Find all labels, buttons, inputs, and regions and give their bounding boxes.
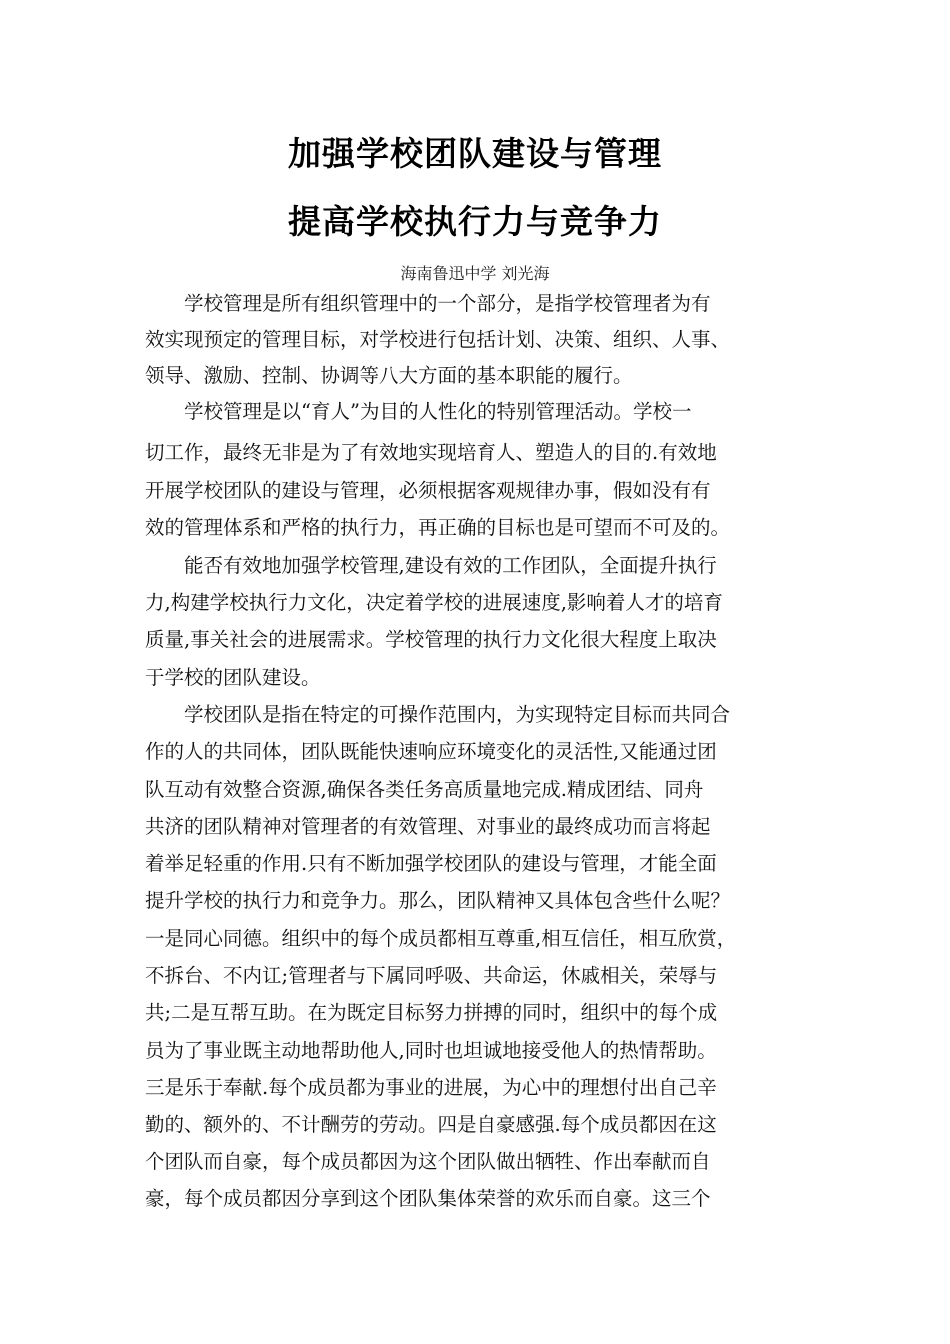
body-line: 效的管理体系和严格的执行力，再正确的目标也是可望而不可及的。 xyxy=(145,516,731,539)
title-line-1: 加强学校团队建设与管理 xyxy=(288,134,662,173)
body-line: 能否有效地加强学校管理,建设有效的工作团队，全面提升执行 xyxy=(145,554,717,577)
body-line: 员为了事业既主动地帮助他人,同时也坦诚地接受他人的热情帮助。 xyxy=(145,1039,717,1062)
body-line: 学校管理是以“育人”为目的人性化的特别管理活动。学校一 xyxy=(145,400,692,423)
body-line: 个团队而自豪，每个成员都因为这个团队做出牺牲、作出奉献而自 xyxy=(145,1150,711,1173)
body-line: 队互动有效整合资源,确保各类任务高质量地完成.精成团结、同舟 xyxy=(145,778,704,801)
body-line: 共济的团队精神对管理者的有效管理、对事业的最终成功而言将起 xyxy=(145,815,711,838)
title-line-2: 提高学校执行力与竞争力 xyxy=(288,202,662,241)
body-line: 切工作，最终无非是为了有效地实现培育人、塑造人的目的.有效地 xyxy=(145,441,717,464)
body-line: 质量,事关社会的进展需求。学校管理的执行力文化很大程度上取决 xyxy=(145,628,717,651)
body-line: 共;二是互帮互助。在为既定目标努力拼搏的同时，组织中的每个成 xyxy=(145,1001,718,1024)
body-line: 三是乐于奉献.每个成员都为事业的进展，为心中的理想付出自己辛 xyxy=(145,1076,717,1099)
body-line: 领导、激励、控制、协调等八大方面的基本职能的履行。 xyxy=(145,364,633,387)
body-line: 于学校的团队建设。 xyxy=(145,666,321,689)
body-line: 学校团队是指在特定的可操作范围内，为实现特定目标而共同合 xyxy=(145,703,731,726)
author-line: 海南鲁迅中学 刘光海 xyxy=(400,264,550,283)
body-line: 开展学校团队的建设与管理，必须根据客观规律办事，假如没有有 xyxy=(145,479,711,502)
body-line: 效实现预定的管理目标，对学校进行包括计划、决策、组织、人事、 xyxy=(145,328,731,351)
body-line: 勤的、额外的、不计酬劳的劳动。四是自豪感强.每个成员都因在这 xyxy=(145,1113,717,1136)
body-line: 学校管理是所有组织管理中的一个部分，是指学校管理者为有 xyxy=(145,292,711,315)
body-line: 力,构建学校执行力文化，决定着学校的进展速度,影响着人才的培育 xyxy=(145,591,723,614)
body-line: 着举足轻重的作用.只有不断加强学校团队的建设与管理，才能全面 xyxy=(145,852,717,875)
body-line: 不拆台、不内讧;管理者与下属同呼吸、共命运，休戚相关，荣辱与 xyxy=(145,964,718,987)
body-line: 一是同心同德。组织中的每个成员都相互尊重,相互信任，相互欣赏， xyxy=(145,927,737,950)
body-line: 豪，每个成员都因分享到这个团队集体荣誉的欢乐而自豪。这三个 xyxy=(145,1187,711,1210)
body-line: 提升学校的执行力和竞争力。那么，团队精神又具体包含些什么呢？ xyxy=(145,889,731,912)
body-line: 作的人的共同体，团队既能快速响应环境变化的灵活性,又能通过团 xyxy=(145,740,717,763)
